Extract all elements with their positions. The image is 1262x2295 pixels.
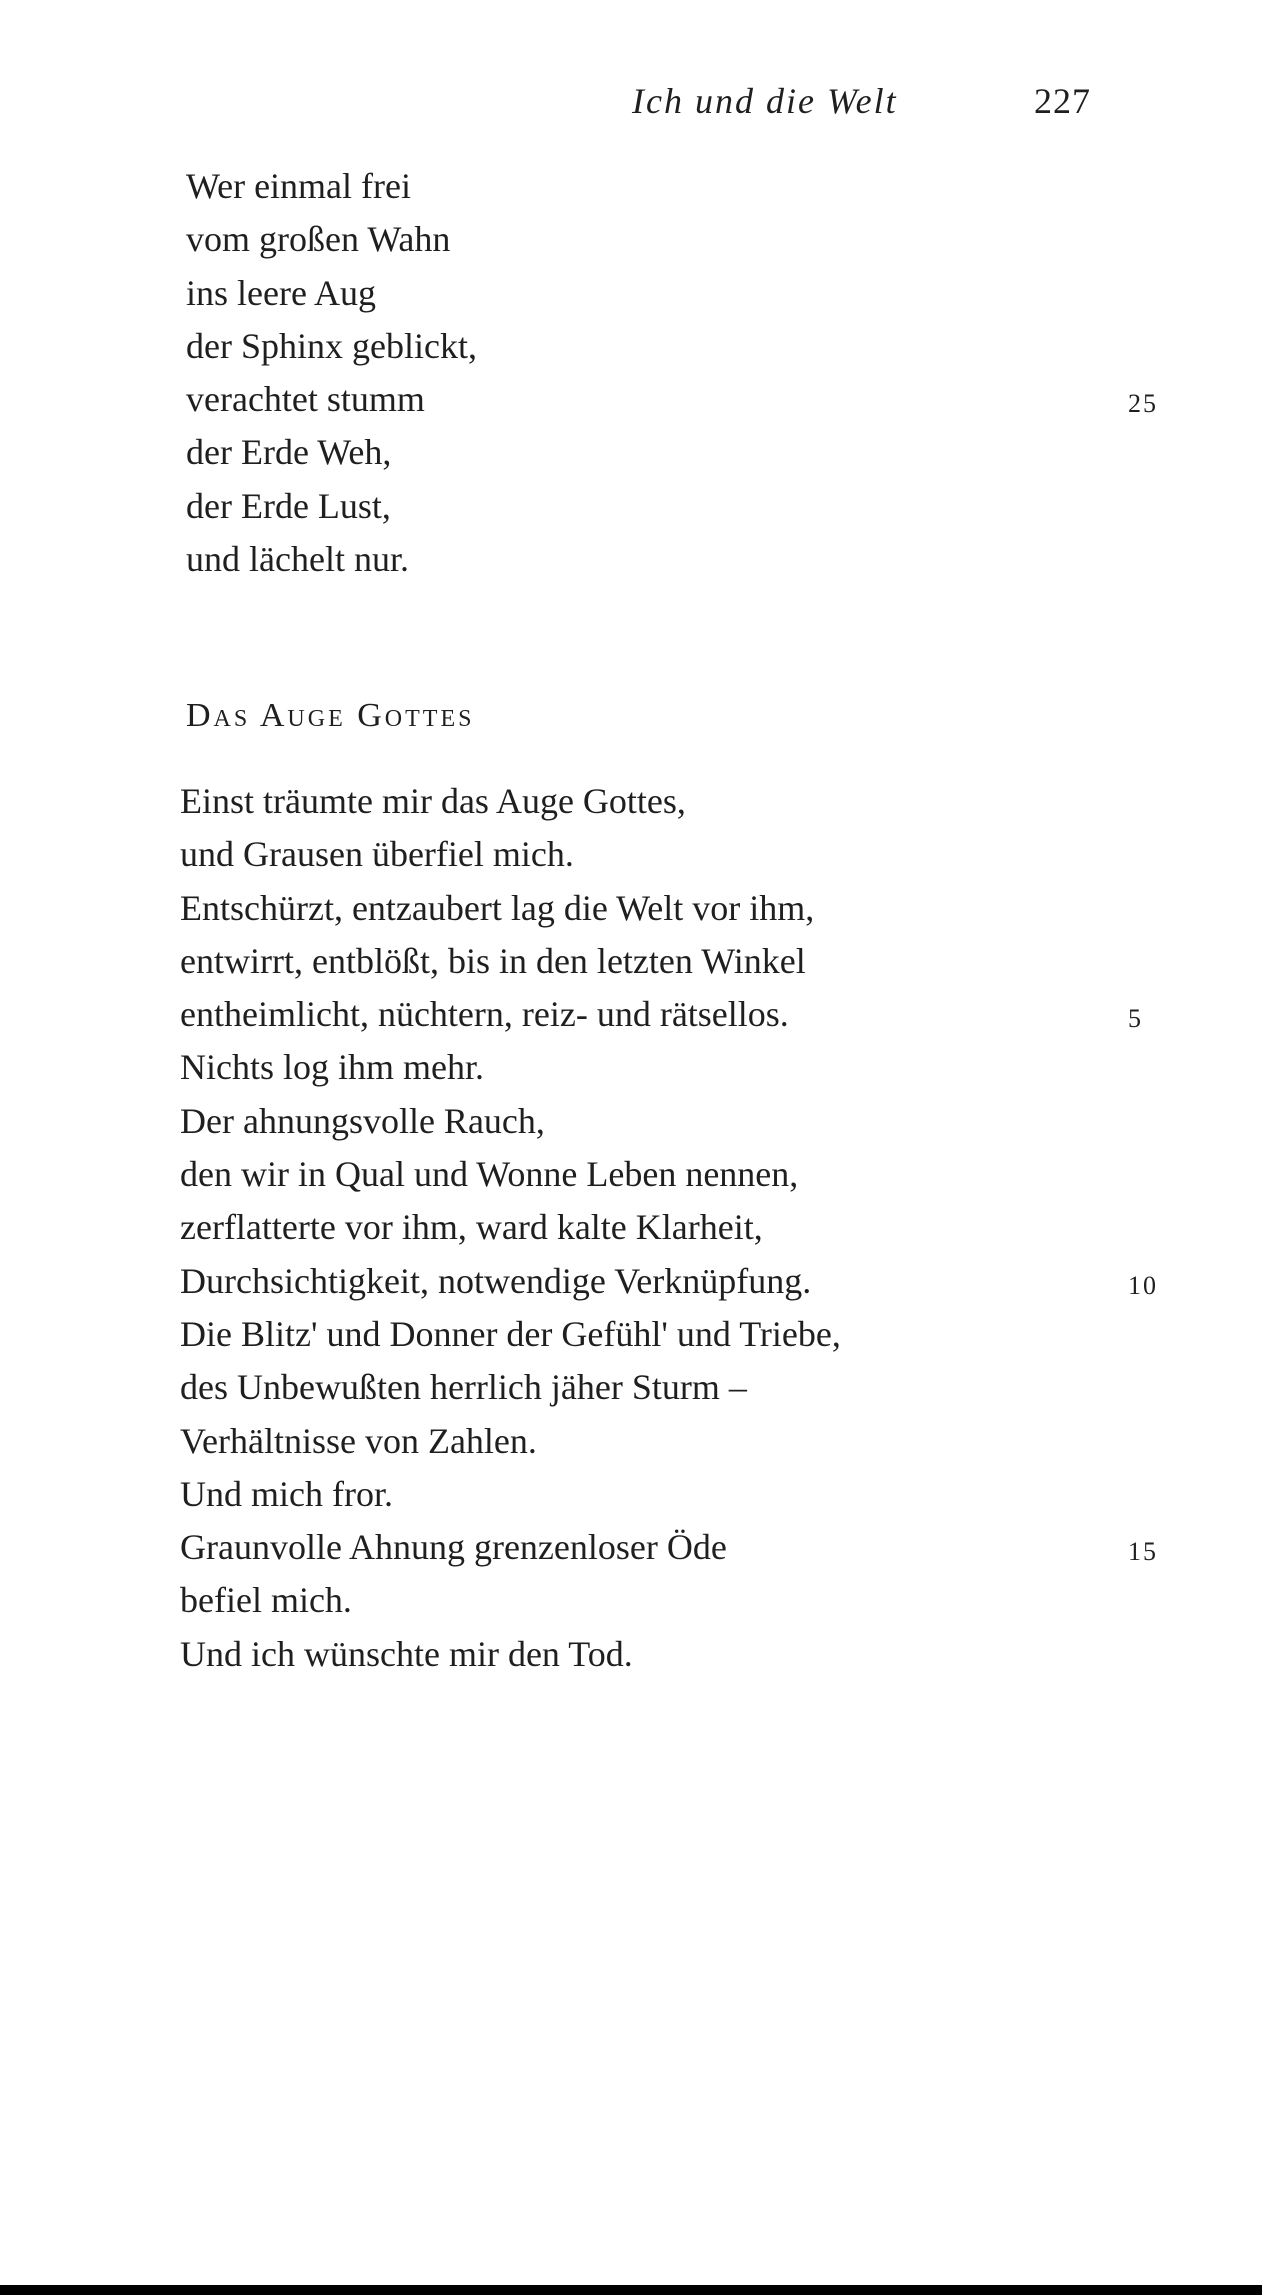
verse-line: Entschürzt, entzaubert lag die Welt vor ihm, xyxy=(180,887,815,928)
page-header xyxy=(0,80,1262,130)
page-number: 227 xyxy=(1034,81,1091,121)
verse-line: Die Blitz' und Donner der Gefühl' und Triebe, xyxy=(180,1313,841,1354)
verse-line: Nichts log ihm mehr. xyxy=(180,1047,484,1088)
verse-line: des Unbewußten herrlich jäher Sturm – xyxy=(180,1367,747,1408)
verse-line: Verhältnisse von Zahlen. xyxy=(180,1420,537,1461)
line-number: 15 xyxy=(1128,1537,1158,1567)
verse-line: Graunvolle Ahnung grenzenloser Öde 15 xyxy=(0,1521,1262,1574)
verse-line: und lächelt nur. xyxy=(186,539,409,580)
scan-bottom-edge xyxy=(0,2285,1262,2295)
verse-line: Der ahnungsvolle Rauch, xyxy=(180,1100,545,1141)
line-number: 25 xyxy=(1128,389,1158,419)
poem-title: Das Auge Gottes xyxy=(186,697,475,734)
verse-line: und Grausen überfiel mich. xyxy=(180,834,574,875)
verse-line: Wer einmal frei xyxy=(186,166,411,206)
verse-line: den wir in Qual und Wonne Leben nennen, xyxy=(180,1154,799,1195)
verse-line: Und mich fror. xyxy=(180,1473,393,1514)
line-number: 5 xyxy=(1128,1004,1143,1034)
verse-line: der Erde Lust, xyxy=(186,485,391,526)
verse-line: entwirrt, entblößt, bis in den letzten Winkel xyxy=(180,940,806,981)
line-number: 10 xyxy=(1128,1270,1158,1300)
running-title: Ich und die Welt xyxy=(632,81,898,121)
verse-line: vom großen Wahn xyxy=(186,219,451,260)
verse-line: der Erde Weh, xyxy=(186,432,392,473)
verse-line: entheimlicht, nüchtern, reiz- und rätsellos. 5 xyxy=(0,988,1262,1041)
verse-line: der Sphinx geblickt, xyxy=(186,325,477,366)
verse-line: ins leere Aug xyxy=(186,272,376,313)
verse-line: verachtet stumm 25 xyxy=(0,373,1262,426)
stanza-ending-previous-poem xyxy=(0,160,1262,586)
verse-line: Und ich wünschte mir den Tod. xyxy=(180,1633,633,1674)
verse-line: Einst träumte mir das Auge Gottes, xyxy=(180,781,686,821)
verse-line: zerflatterte vor ihm, ward kalte Klarheit, xyxy=(180,1207,763,1248)
poem-body xyxy=(0,775,1262,1681)
verse-line: Durchsichtigkeit, notwendige Verknüpfung. 10 xyxy=(0,1255,1262,1308)
verse-line: befiel mich. xyxy=(180,1580,352,1621)
